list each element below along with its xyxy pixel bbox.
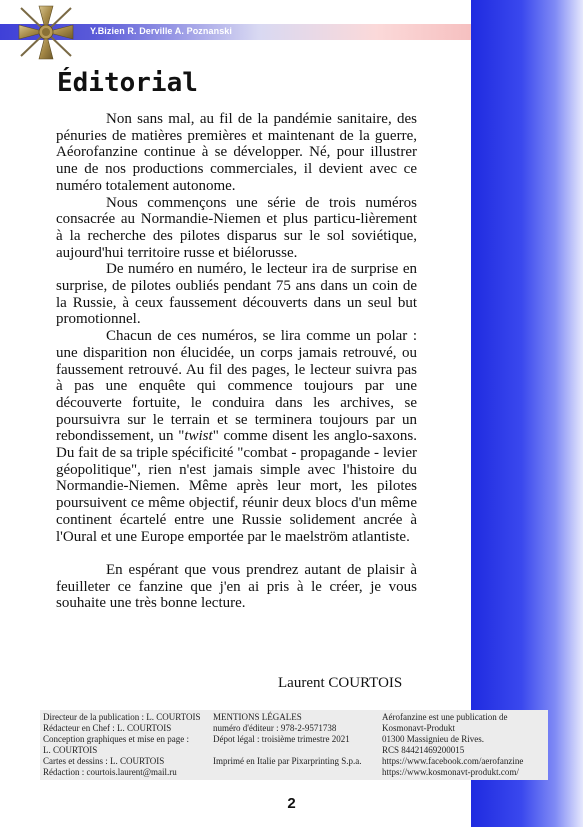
signature-first-name: Laurent [278,675,329,691]
header-authors: Y.Bizien R. Derville A. Poznanski [90,26,233,36]
credits-line: L. COURTOIS [43,745,98,755]
page-title: Éditorial [57,68,198,98]
credits-line: Conception graphiques et mise en page : [43,734,189,744]
signature-last-rest: OURTOIS [338,675,403,691]
paragraph-2: Nous commençons une série de trois numéros consacrée au Normandie-Niemen et plus particu-lièrement à la recherche des pilotes disparus sur le sol soviétique, aujourd'hui territoire russe et biélorusse. [56,194,417,261]
paragraph-3: De numéro en numéro, le lecteur ira de surprise en surprise, de pilotes oubliés pendant 75 ans dans un coin de la Russie, à ceux faussement découverts dans un seul but promotionnel. [56,261,417,328]
credits-line: numéro d'éditeur : 978-2-9571738 [213,723,337,733]
credits-column-legal [213,712,379,767]
credits-line: Cartes et dessins : L. COURTOIS [43,756,165,766]
credits-line: https://www.facebook.com/aerofanzine [382,756,524,766]
credits-line: MENTIONS LÉGALES [213,712,302,722]
italic-term: twist [184,428,213,445]
signature-last-initial: C [328,675,339,691]
credits-column-publisher [382,712,548,778]
credits-line: Aérofanzine est une publication de [382,712,508,722]
credits-column-staff [43,712,209,778]
side-color-band [471,0,583,827]
croix-de-guerre-icon [15,2,77,62]
paragraph-4 [56,328,417,545]
credits-line: Dépot légal : troisième trimestre 2021 [213,734,350,744]
credits-line: Rédaction : courtois.laurent@mail.ru [43,767,177,777]
paragraph-4-part-2: " comme disent les anglo-saxons. Du fait de sa triple spécificité "combat - propagande - levier géopolitique", rien n'est jamais simple avec l'histoire du Normandie-Niemen. Même après leur mort, les pilotes poursuivent ce même objectif, réunir deux blocs d'un même continent écartelé entre une Russie solidement ancrée à l'Oural et une Europe emportée par le maelström atlantiste. [56,428,417,545]
credits-line: https://www.kosmonavt-produkt.com/ [382,767,519,777]
credits-line: Imprimé en Italie par Pixarprinting S.p.a. [213,756,362,766]
paragraph-5: En espérant que vous prendrez autant de plaisir à feuilleter ce fanzine que j'en ai pris à le créer, je vous souhaite une très bonne lecture. [56,561,417,612]
credits-line: Kosmonavt-Produkt [382,723,455,733]
signature [278,675,402,692]
credits-box [40,710,548,780]
credits-line: RCS 84421469200015 [382,745,465,755]
paragraph-1: Non sans mal, au fil de la pandémie sanitaire, des pénuries de matières premières et maintenant de la guerre, Aéorofanzine continue à se développer. Né, pour illustrer une de nos productions commerciales, il devient avec ce numéro totalement autonome. [56,111,417,194]
credits-line: 01300 Massignieu de Rives. [382,734,484,744]
editorial-body [56,111,417,612]
credits-line: Directeur de la publication : L. COURTOIS [43,712,201,722]
page-number: 2 [287,795,296,812]
paragraph-4-part-1: Chacun de ces numéros, se lira comme un polar : une disparition non élucidée, un corps jamais retrouvé, ou faussement retrouvé. Au fil des pages, le lecteur suivra pas à pas une enquête qui commence toujours par une découverte fortuite, le conduira dans les archives, se poursuivra sur le terrain et se terminera toujours par un rebondissement, un " [56,328,417,445]
credits-line [213,745,379,756]
credits-line: Rédacteur en Chef : L. COURTOIS [43,723,172,733]
